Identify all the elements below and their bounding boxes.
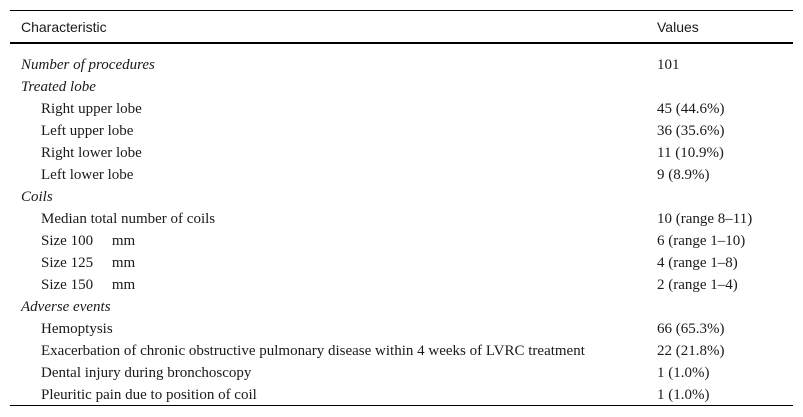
row-label: Number of procedures — [21, 57, 155, 73]
row-value: 66 (65.3%) — [657, 321, 725, 337]
table-row — [10, 252, 793, 274]
row-label: Exacerbation of chronic obstructive pulmonary disease within 4 weeks of LVRC treatment — [41, 343, 585, 359]
row-label: Right lower lobe — [41, 145, 142, 161]
row-value: 9 (8.9%) — [657, 167, 710, 183]
row-label: Size 150 mm — [41, 277, 136, 293]
row-value: 36 (35.6%) — [657, 123, 725, 139]
row-label: Dental injury during bronchoscopy — [41, 365, 252, 381]
header-characteristic: Characteristic — [21, 19, 107, 35]
table-row — [10, 142, 793, 164]
table-row — [10, 230, 793, 252]
table-row — [10, 340, 793, 362]
top-rule — [10, 10, 793, 11]
row-label: Right upper lobe — [41, 101, 142, 117]
table-row — [10, 384, 793, 406]
row-value: 45 (44.6%) — [657, 101, 725, 117]
table-row — [10, 164, 793, 186]
table-row — [10, 362, 793, 384]
row-value: 101 — [657, 57, 680, 73]
row-label: Size 100 mm — [41, 233, 136, 249]
row-label: Median total number of coils — [41, 211, 216, 227]
row-value: 11 (10.9%) — [657, 145, 724, 161]
bottom-rule — [10, 405, 793, 406]
row-value: 2 (range 1–4) — [657, 277, 738, 293]
row-value: 10 (range 8–11) — [657, 211, 753, 227]
table-row — [10, 54, 793, 76]
row-label: Hemoptysis — [41, 321, 113, 337]
row-label: Adverse events — [21, 299, 111, 315]
table-row — [10, 296, 793, 318]
row-label: Pleuritic pain due to position of coil — [41, 387, 257, 403]
header-row — [10, 16, 793, 38]
row-label: Left lower lobe — [41, 167, 134, 183]
table-row — [10, 186, 793, 208]
header-values: Values — [657, 19, 699, 35]
row-label: Treated lobe — [21, 79, 96, 95]
table-row — [10, 274, 793, 296]
row-label: Left upper lobe — [41, 123, 134, 139]
table-row — [10, 208, 793, 230]
row-value: 22 (21.8%) — [657, 343, 725, 359]
row-label: Size 125 mm — [41, 255, 136, 271]
table-row — [10, 76, 793, 98]
header-rule — [10, 42, 793, 44]
table-row — [10, 318, 793, 340]
row-value: 1 (1.0%) — [657, 387, 710, 403]
row-value: 1 (1.0%) — [657, 365, 710, 381]
table-row — [10, 120, 793, 142]
table-row — [10, 98, 793, 120]
row-value: 6 (range 1–10) — [657, 233, 746, 249]
row-label: Coils — [21, 189, 53, 205]
row-value: 4 (range 1–8) — [657, 255, 738, 271]
